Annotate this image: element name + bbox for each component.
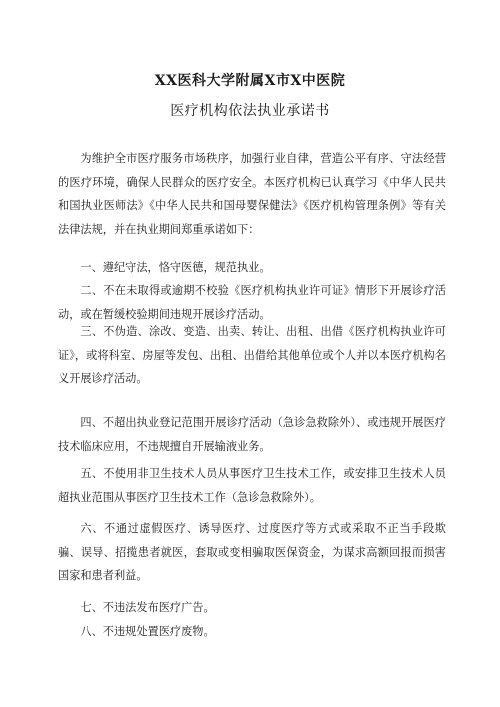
pledge-item-4: 四、不超出执业登记范围开展诊疗活动（急诊急救除外）、或违规开展医疗技术临床应用，不违规擅自开展输液业务。 bbox=[58, 416, 446, 453]
pledge-item-8: 八、不违规处置医疗废物。 bbox=[80, 625, 215, 638]
pledge-item-3: 三、不伪造、涂改、变造、出卖、转让、出租、出借《医疗机构执业许可证》，或将科室、房屋等发包、出租、出借给其他单位或个人并以本医疗机构名义开展诊疗活动。 bbox=[58, 325, 446, 386]
intro-paragraph: 为维护全市医疗服务市场秩序，加强行业自律，营造公平有序、守法经营的医疗环境，确保人民群众的医疗安全。本医疗机构已认真学习《中华人民共和国执业医师法》《中华人民共和国母婴保健法》《医疗机构管理条例》等有关法律法规，并在执业期间郑重承诺如下： bbox=[58, 152, 446, 236]
pledge-item-5: 五、不使用非卫生技术人员从事医疗卫生技术工作，或安排卫生技术人员超执业范围从事医疗卫生技术工作（急诊急救除外）。 bbox=[58, 467, 446, 504]
document-title-hospital: XX医科大学附属X市X中医院 bbox=[154, 73, 346, 89]
pledge-item-6: 六、不通过虚假医疗、诱导医疗、过度医疗等方式或采取不正当手段欺骗、误导、招揽患者就医，套取或变相骗取医保资金，为谋求高额回报而损害国家和患者利益。 bbox=[58, 522, 446, 583]
pledge-item-2: 二、不在未取得或逾期不校验《医疗机构执业许可证》情形下开展诊疗活动，或在暂缓校验期间违规开展诊疗活动。 bbox=[58, 284, 446, 321]
document-title-pledge: 医疗机构依法执业承诺书 bbox=[170, 103, 330, 119]
pledge-item-1: 一、遵纪守法，恪守医德，规范执业。 bbox=[80, 261, 271, 274]
pledge-item-7: 七、不违法发布医疗广告。 bbox=[80, 601, 215, 614]
